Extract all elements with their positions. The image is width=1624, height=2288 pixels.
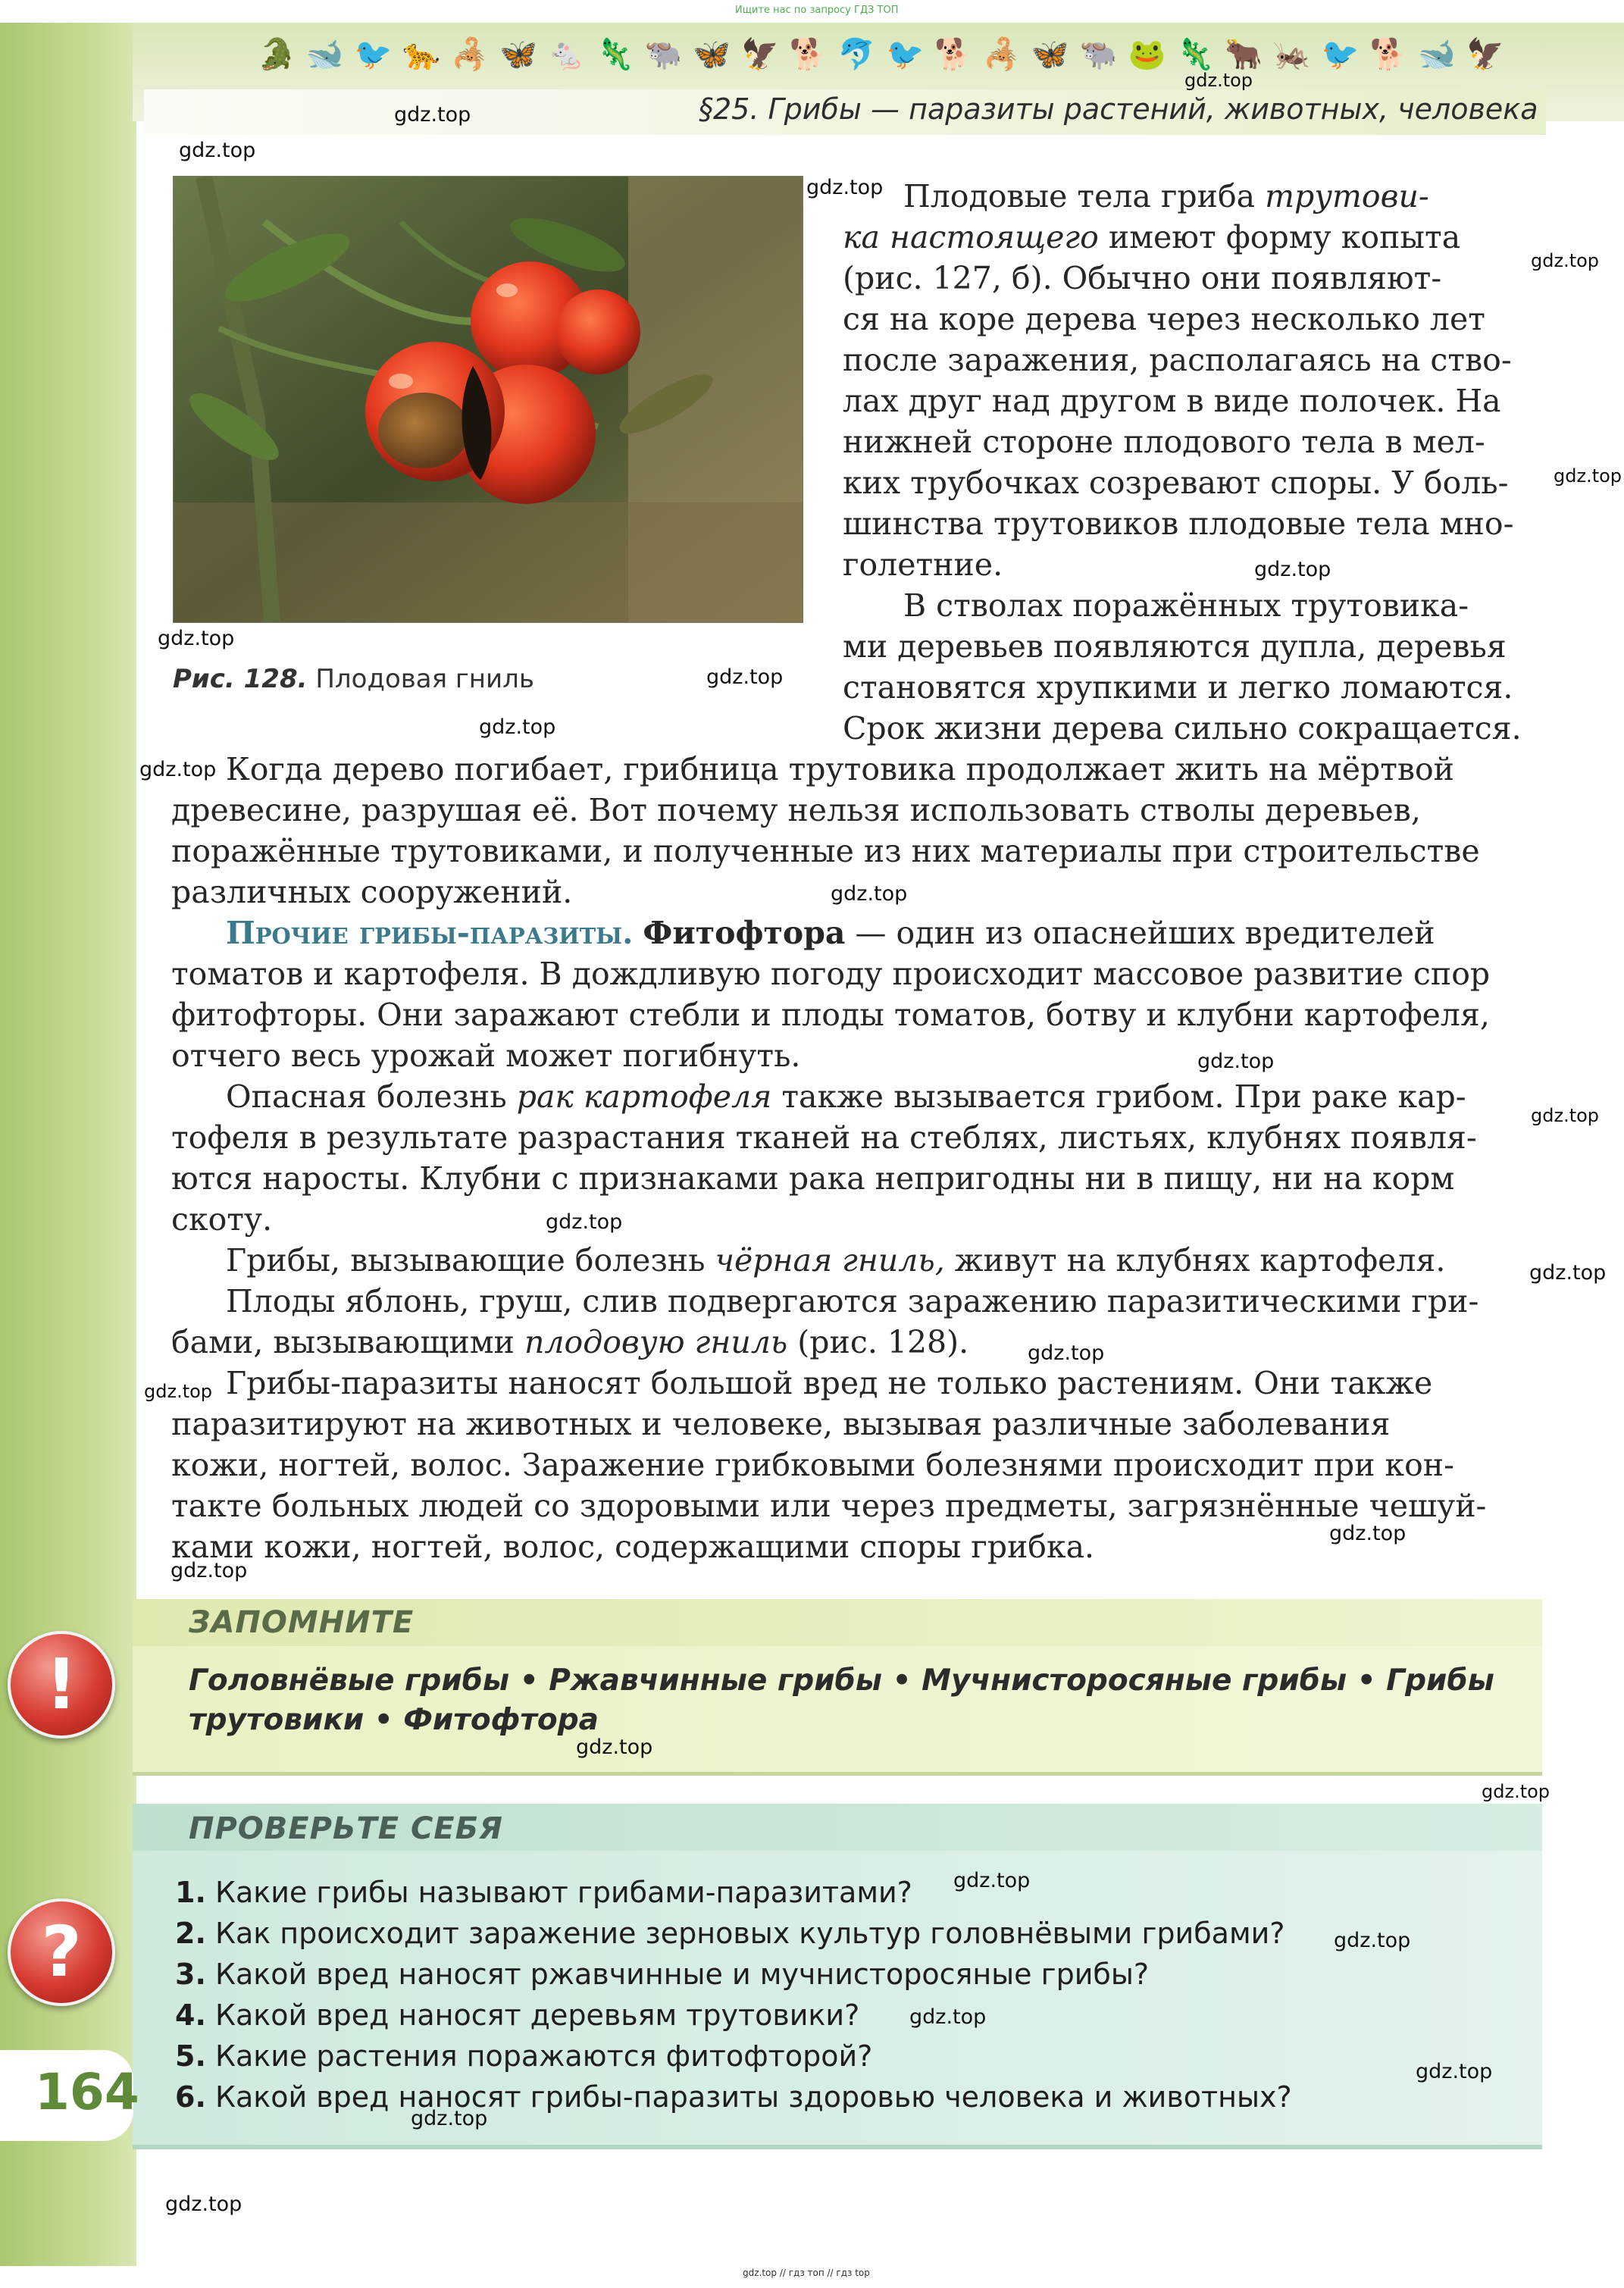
term-fruit-rot: плодовую гниль xyxy=(524,1324,788,1360)
text-line: поражённые трутовиками, и полученные из них материалы при строительстве xyxy=(171,833,1480,869)
paragraph-potato-cancer xyxy=(171,1076,1544,1117)
question-text: Какой вред наносят грибы-паразиты здоровью человека и животных? xyxy=(214,2080,1292,2114)
question-number: 3. xyxy=(175,1958,206,1991)
question-item xyxy=(175,1954,1524,1995)
question-text: Какие грибы называют грибами-паразитами? xyxy=(214,1876,912,1909)
text-line: нижней стороне плодового тела в мел- xyxy=(843,424,1485,460)
question-text: Какие растения поражаются фитофторой? xyxy=(214,2039,873,2073)
watermark: gdz.top xyxy=(411,2107,488,2130)
check-yourself-box xyxy=(133,1804,1542,2149)
watermark: gdz.top xyxy=(706,665,784,689)
term-phytophthora: Фитофтора xyxy=(643,915,846,951)
tomato-rot-photo xyxy=(173,176,803,623)
term-polypore: трутови- xyxy=(1265,178,1429,214)
remember-terms-line: трутовики • Фитофтора xyxy=(189,1703,599,1737)
text-line: Грибы, вызывающие болезнь xyxy=(226,1242,715,1279)
text-line: (рис. 128). xyxy=(787,1324,969,1360)
watermark: gdz.top xyxy=(139,758,217,781)
text-line: В стволах поражённых трутовика- xyxy=(903,587,1469,624)
watermark: gdz.top xyxy=(953,1869,1031,1892)
text-line: Опасная болезнь xyxy=(226,1078,517,1115)
question-number: 6. xyxy=(175,2080,206,2114)
watermark: gdz.top xyxy=(1334,1929,1411,1952)
text-line: такте больных людей со здоровыми или через предметы, загрязнённые чешуй- xyxy=(171,1488,1487,1524)
text-line: паразитируют на животных и человеке, вызывая различные заболевания xyxy=(171,1406,1391,1442)
figure-caption-text: Плодовая гниль xyxy=(315,664,534,694)
text-line: скоту. xyxy=(171,1201,273,1238)
watermark: gdz.top xyxy=(1184,70,1253,91)
watermark: gdz.top xyxy=(576,1736,653,1759)
text-line: также вызывается грибом. При раке кар- xyxy=(771,1078,1466,1115)
watermark: gdz.top xyxy=(1197,1050,1275,1073)
animal-silhouettes-decoration: 🐊🐋🐦🐆🦂🦋🐁🦎🐃🦋🦅🐕🐬🐦🐕🦂🦋🐃🐸🦎🐂🦗🐦🐕🐋🦅 xyxy=(258,37,1515,72)
top-note: Ищите нас по запросу ГДЗ ТОП xyxy=(735,5,899,16)
watermark: gdz.top xyxy=(1554,465,1622,487)
question-item xyxy=(175,1913,1524,1954)
text-line: древесине, разрушая её. Вот почему нельзя использовать стволы деревьев, xyxy=(171,792,1421,828)
question-item xyxy=(175,2036,1524,2077)
check-title: ПРОВЕРЬТЕ СЕБЯ xyxy=(189,1811,503,1846)
text-line: Плоды яблонь, груш, слив подвергаются заражению паразитическими гри- xyxy=(226,1283,1479,1319)
text-line: становятся хрупкими и легко ломаются. xyxy=(843,669,1513,706)
remember-title: ЗАПОМНИТЕ xyxy=(189,1605,415,1640)
question-item xyxy=(175,1995,1524,2036)
watermark: gdz.top xyxy=(1529,1261,1607,1285)
text-line: после заражения, располагаясь на ство- xyxy=(843,342,1512,378)
watermark: gdz.top xyxy=(1482,1781,1550,1802)
text-line: лах друг над другом в виде полочек. На xyxy=(843,383,1501,419)
remember-terms xyxy=(189,1661,1522,1740)
question-item xyxy=(175,1872,1524,1913)
text-line: тофеля в результате разрастания тканей на стеблях, листьях, клубнях появля- xyxy=(171,1119,1477,1156)
exclamation-icon: ! xyxy=(8,1631,115,1739)
watermark: gdz.top xyxy=(179,139,256,162)
main-text-fullwidth xyxy=(171,749,1544,1567)
page-number: 164 xyxy=(35,2063,139,2121)
questions-list xyxy=(175,1872,1524,2117)
watermark: gdz.top xyxy=(165,2193,243,2216)
text-line: различных сооружений. xyxy=(171,874,573,910)
watermark: gdz.top xyxy=(546,1210,623,1234)
watermark: gdz.top xyxy=(1254,558,1331,581)
text-line: ми деревьев появляются дупла, деревья xyxy=(843,628,1507,665)
text-line: живут на клубнях картофеля. xyxy=(944,1242,1446,1279)
text-line: ся на коре дерева через несколько лет xyxy=(843,301,1485,337)
watermark: gdz.top xyxy=(1329,1522,1407,1545)
text-line: ются наросты. Клубни с признаками рака непригодны ни в пищу, ни на корм xyxy=(171,1160,1455,1197)
text-line: томатов и картофеля. В дождливую погоду происходит массовое развитие спор xyxy=(171,956,1491,992)
text-line: фитофторы. Они заражают стебли и плоды томатов, ботву и клубни картофеля, xyxy=(171,997,1490,1033)
watermark: gdz.top xyxy=(1531,250,1600,271)
watermark: gdz.top xyxy=(909,2005,987,2029)
text-line: Когда дерево погибает, грибница трутовика продолжает жить на мёртвой xyxy=(226,751,1454,787)
text-line: (рис. 127, б). Обычно они появляют- xyxy=(843,260,1442,296)
paragraph-polypore xyxy=(843,176,1544,585)
question-number: 2. xyxy=(175,1917,206,1950)
question-number: 1. xyxy=(175,1876,206,1909)
remember-box xyxy=(133,1599,1542,1776)
text-line: Плодовые тела гриба xyxy=(903,178,1266,214)
text-line: Грибы-паразиты наносят большой вред не только растениям. Они также xyxy=(226,1365,1433,1401)
watermark: gdz.top xyxy=(158,627,235,650)
term-black-rot: чёрная гниль, xyxy=(715,1242,945,1279)
term-potato-cancer: рак картофеля xyxy=(516,1078,772,1115)
bottom-note: gdz.top // гдз топ // гдз top xyxy=(743,2268,870,2278)
text-line: бами, вызывающими xyxy=(171,1324,525,1360)
text-line: отчего весь урожай может погибнуть. xyxy=(171,1038,801,1074)
watermark: gdz.top xyxy=(394,103,471,127)
subheading-other-parasites: Прочие грибы-паразиты. xyxy=(226,915,634,951)
paragraph-black-rot xyxy=(171,1240,1544,1281)
text-line: — один из опаснейших вредителей xyxy=(845,915,1435,951)
text-line: ками кожи, ногтей, волос, содержащими споры грибка. xyxy=(171,1529,1095,1565)
figure-number: Рис. 128. xyxy=(173,664,308,694)
watermark: gdz.top xyxy=(806,176,884,199)
text-line: кожи, ногтей, волос. Заражение грибковыми болезнями происходит при кон- xyxy=(171,1447,1454,1483)
text-line: Срок жизни дерева сильно сокращается. xyxy=(843,710,1522,746)
figure-caption xyxy=(173,664,534,694)
text-line: имеют форму копыта xyxy=(1098,219,1461,255)
watermark: gdz.top xyxy=(1028,1341,1105,1365)
paragraph-trunk-damage xyxy=(843,585,1544,749)
question-text: Какой вред наносят ржавчинные и мучнисторосяные грибы? xyxy=(214,1958,1150,1991)
question-item xyxy=(175,2077,1524,2117)
question-text: Как происходит заражение зерновых культур головнёвыми грибами? xyxy=(214,1917,1285,1950)
question-number: 4. xyxy=(175,1998,206,2032)
watermark: gdz.top xyxy=(1416,2060,1493,2083)
term-polypore-cont: ка настоящего xyxy=(843,219,1099,255)
paragraph-fruit-rot xyxy=(171,1322,1544,1363)
tomato-illustration xyxy=(174,177,803,622)
watermark: gdz.top xyxy=(171,1559,248,1582)
watermark: gdz.top xyxy=(831,882,908,906)
text-line: ких трубочках созревают споры. У боль- xyxy=(843,465,1509,501)
question-mark-icon: ? xyxy=(8,1898,115,2006)
text-line: голетние. xyxy=(843,546,1003,583)
watermark: gdz.top xyxy=(144,1381,213,1402)
section-title: §25. Грибы — паразиты растений, животных, человека xyxy=(699,92,1538,126)
text-line: шинства трутовиков плодовые тела мно- xyxy=(843,505,1514,542)
question-number: 5. xyxy=(175,2039,206,2073)
paragraph-other-parasites xyxy=(171,912,1544,953)
question-text: Какой вред наносят деревьям трутовики? xyxy=(214,1998,860,2032)
watermark: gdz.top xyxy=(479,715,556,739)
remember-terms-line: Головнёвые грибы • Ржавчинные грибы • Мучнисторосяные грибы • Грибы xyxy=(189,1664,1494,1698)
watermark: gdz.top xyxy=(1531,1105,1600,1126)
